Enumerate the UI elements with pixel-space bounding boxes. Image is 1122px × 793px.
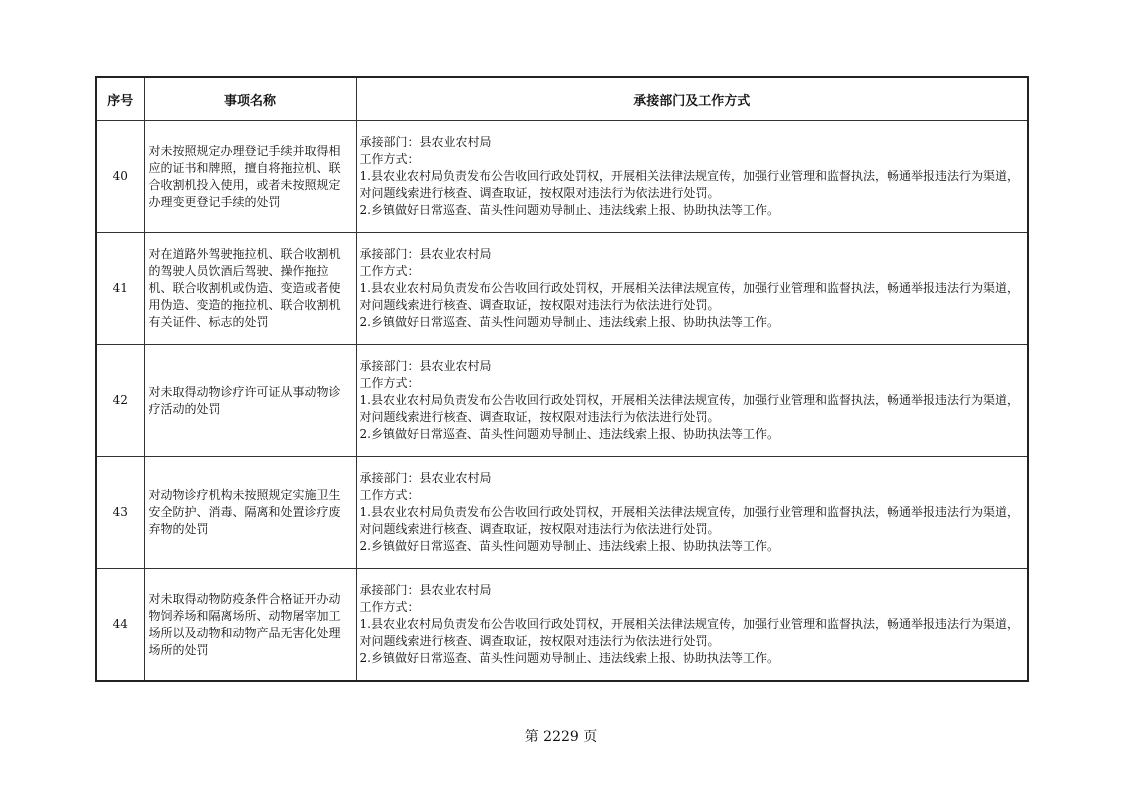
method-item-1: 1.县农业农村局负责发布公告收回行政处罚权，开展相关法律法规宣传，加强行业管理和监督执法，畅通举报违法行为渠道，对问题线索进行核查、调查取证，按权限对违法行为依法进行处罚。	[359, 393, 1019, 424]
method-item-1: 1.县农业农村局负责发布公告收回行政处罚权，开展相关法律法规宣传，加强行业管理和监督执法，畅通举报违法行为渠道，对问题线索进行核查、调查取证，按权限对违法行为依法进行处罚。	[359, 281, 1019, 312]
method-title: 工作方式：	[359, 152, 420, 166]
page-number: 第 2229 页	[524, 729, 598, 745]
method-item-2: 2.乡镇做好日常巡查、苗头性问题劝导制止、违法线索上报、协助执法等工作。	[359, 203, 779, 217]
item-name: 对动物诊疗机构未按照规定实施卫生安全防护、消毒、隔离和处置诊疗废弃物的处罚	[144, 457, 356, 569]
items-table	[95, 76, 1029, 682]
table-row	[96, 233, 1028, 345]
dept-line: 承接部门：县农业农村局	[359, 359, 492, 373]
method-title: 工作方式：	[359, 488, 420, 502]
table-row	[96, 457, 1028, 569]
row-number: 43	[96, 457, 144, 569]
dept-method-cell	[356, 121, 1028, 233]
dept-method-cell	[356, 569, 1028, 682]
dept-method-cell	[356, 233, 1028, 345]
row-number: 42	[96, 345, 144, 457]
item-name: 对未取得动物诊疗许可证从事动物诊疗活动的处罚	[144, 345, 356, 457]
item-name: 对在道路外驾驶拖拉机、联合收割机的驾驶人员饮酒后驾驶、操作拖拉机、联合收割机或伪造、变造或者使用伪造、变造的拖拉机、联合收割机有关证件、标志的处罚	[144, 233, 356, 345]
method-item-2: 2.乡镇做好日常巡查、苗头性问题劝导制止、违法线索上报、协助执法等工作。	[359, 427, 779, 441]
table-row	[96, 121, 1028, 233]
dept-line: 承接部门：县农业农村局	[359, 471, 492, 485]
dept-method-cell	[356, 457, 1028, 569]
method-title: 工作方式：	[359, 264, 420, 278]
method-item-1: 1.县农业农村局负责发布公告收回行政处罚权，开展相关法律法规宣传，加强行业管理和监督执法，畅通举报违法行为渠道，对问题线索进行核查、调查取证，按权限对违法行为依法进行处罚。	[359, 169, 1019, 200]
method-item-2: 2.乡镇做好日常巡查、苗头性问题劝导制止、违法线索上报、协助执法等工作。	[359, 539, 779, 553]
dept-line: 承接部门：县农业农村局	[359, 135, 492, 149]
method-item-1: 1.县农业农村局负责发布公告收回行政处罚权，开展相关法律法规宣传，加强行业管理和监督执法，畅通举报违法行为渠道，对问题线索进行核查、调查取证，按权限对违法行为依法进行处罚。	[359, 617, 1019, 648]
row-number: 44	[96, 569, 144, 682]
row-number: 40	[96, 121, 144, 233]
header-row	[96, 77, 1028, 121]
dept-line: 承接部门：县农业农村局	[359, 247, 492, 261]
dept-line: 承接部门：县农业农村局	[359, 583, 492, 597]
header-dept-method: 承接部门及工作方式	[356, 77, 1028, 121]
method-item-2: 2.乡镇做好日常巡查、苗头性问题劝导制止、违法线索上报、协助执法等工作。	[359, 315, 779, 329]
table-row	[96, 345, 1028, 457]
table-row	[96, 569, 1028, 682]
row-number: 41	[96, 233, 144, 345]
method-title: 工作方式：	[359, 376, 420, 390]
item-name: 对未按照规定办理登记手续并取得相应的证书和牌照，擅自将拖拉机、联合收割机投入使用，或者未按照规定办理变更登记手续的处罚	[144, 121, 356, 233]
method-item-2: 2.乡镇做好日常巡查、苗头性问题劝导制止、违法线索上报、协助执法等工作。	[359, 651, 779, 665]
header-item-name: 事项名称	[144, 77, 356, 121]
header-index: 序号	[96, 77, 144, 121]
method-title: 工作方式：	[359, 600, 420, 614]
item-name: 对未取得动物防疫条件合格证开办动物饲养场和隔离场所、动物屠宰加工场所以及动物和动物产品无害化处理场所的处罚	[144, 569, 356, 682]
dept-method-cell	[356, 345, 1028, 457]
method-item-1: 1.县农业农村局负责发布公告收回行政处罚权，开展相关法律法规宣传，加强行业管理和监督执法，畅通举报违法行为渠道，对问题线索进行核查、调查取证，按权限对违法行为依法进行处罚。	[359, 505, 1019, 536]
